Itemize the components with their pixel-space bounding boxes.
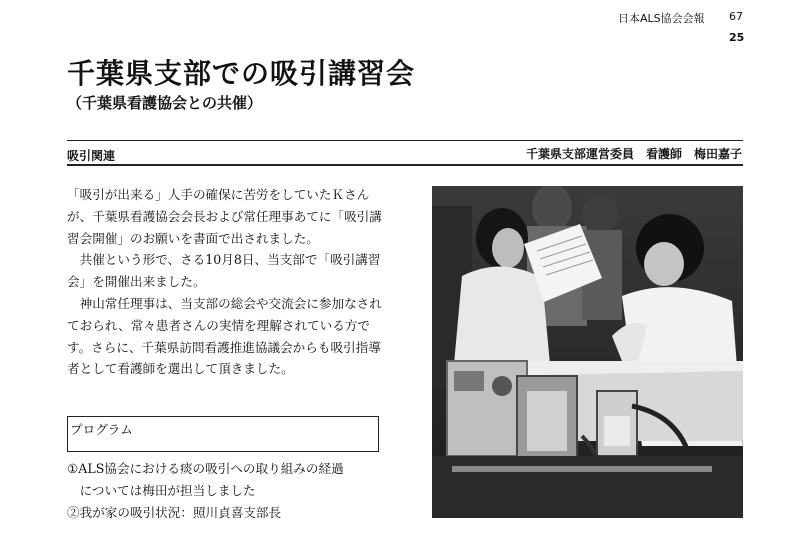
article-photo — [432, 186, 743, 518]
author-job: 看護師 — [645, 147, 682, 161]
list-item-continuation: については梅田が担当しました — [79, 482, 256, 498]
publication-name: 日本ALS協会会報 — [618, 12, 705, 25]
author-line — [526, 145, 742, 162]
top-rule — [67, 140, 743, 141]
program-heading: プログラム — [70, 422, 133, 437]
list-item: ②我が家の吸引状況：照川貞喜支部長 — [67, 504, 282, 520]
author-role: 千葉県支部運営委員 — [525, 147, 634, 161]
program-heading-box — [67, 416, 379, 452]
issue-number: 67 — [729, 10, 743, 23]
page-number: 25 — [729, 31, 745, 44]
article-subtitle: （千葉県看護協会との共催） — [67, 94, 263, 112]
author-name: 梅田嘉子 — [693, 147, 742, 161]
program-list — [67, 458, 397, 523]
article-body — [67, 184, 383, 380]
article-title: 千葉県支部での吸引講習会 — [67, 57, 416, 90]
paragraph: 「吸引が出来る」人手の確保に苦労をしていたＫさんが、千葉県看護協会会長および常任理事あてに「吸引講習会開催」のお願いを書面で出されました。 — [67, 187, 382, 246]
photo-icon — [432, 186, 743, 518]
category-label: 吸引関連 — [67, 149, 116, 163]
list-item: ①ALS協会における痰の吸引への取り組みの経過 — [67, 461, 344, 476]
bottom-rule — [67, 164, 743, 166]
paragraph: 神山常任理事は、当支部の総会や交流会に参加なされておられ、常々患者さんの実情を理解されている方です。さらに、千葉県訪問看護推進協議会からも吸引指導者として看護師を選出して頂きました。 — [67, 295, 382, 377]
paragraph: 共催という形で、さる10月8日、当支部で「吸引講習会」を開催出来ました。 — [67, 252, 381, 290]
